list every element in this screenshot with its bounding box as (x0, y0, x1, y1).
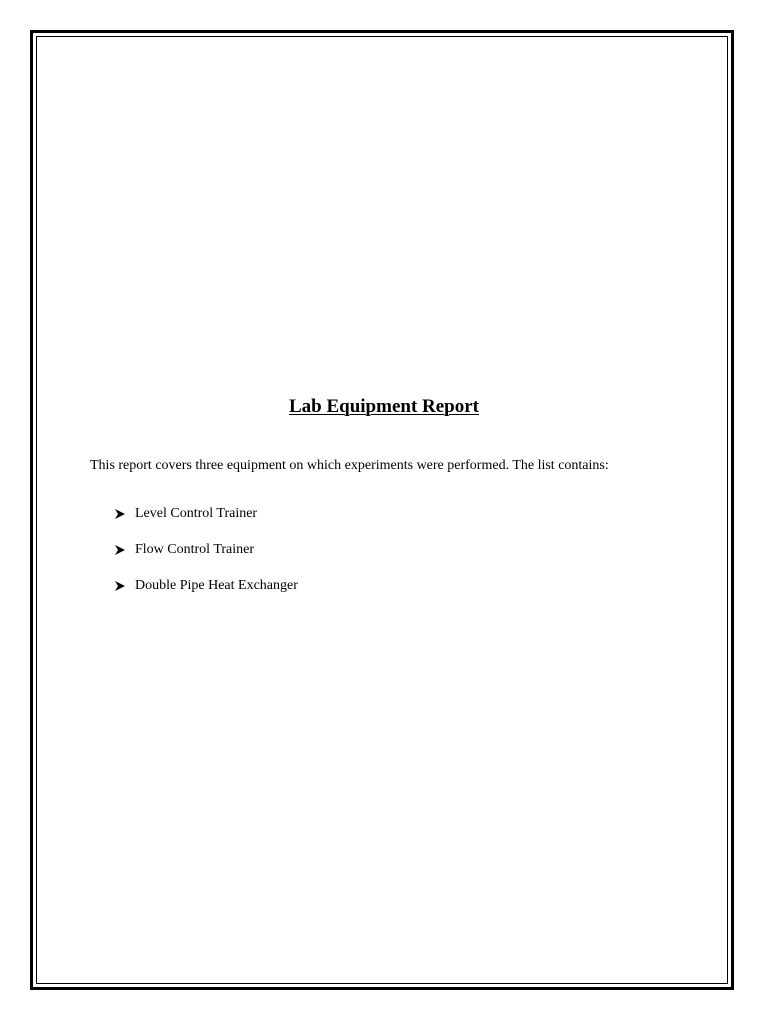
page-title: Lab Equipment Report (288, 396, 480, 417)
list-item (114, 541, 254, 559)
arrowhead-bullet-icon (114, 544, 126, 556)
intro-paragraph: This report covers three equipment on which experiments were performed. The list contains: (90, 458, 609, 473)
list-item (114, 505, 257, 523)
list-item-label: Level Control Trainer (135, 506, 258, 521)
list-item (114, 577, 298, 595)
arrowhead-bullet-icon (114, 580, 126, 592)
list-item-label: Double Pipe Heat Exchanger (135, 578, 298, 593)
arrowhead-bullet-icon (114, 508, 126, 520)
list-item-label: Flow Control Trainer (135, 542, 255, 557)
